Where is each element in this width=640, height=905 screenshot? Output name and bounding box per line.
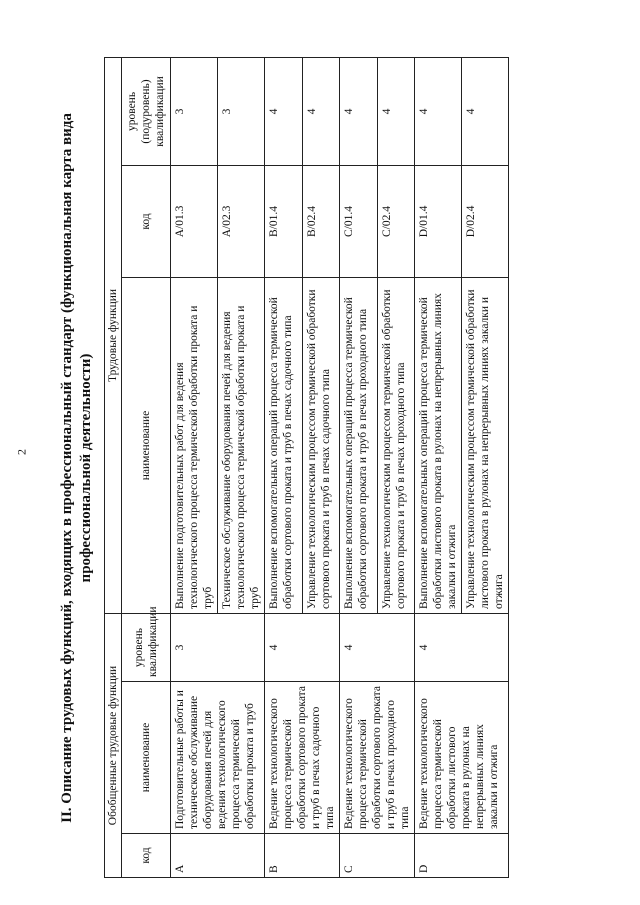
header-code: код (122, 834, 171, 878)
function-sublevel: 3 (171, 57, 218, 165)
function-code: C/02.4 (377, 165, 415, 277)
table-row (171, 57, 218, 877)
function-code: B/02.4 (302, 165, 340, 277)
header-generalized: Обобщенные трудовые функции (105, 613, 122, 877)
function-name: Управление технологическим процессом термической обработки листового проката в рулонах на непрерывных линиях закалки и отжига (462, 277, 509, 613)
table-row (340, 57, 378, 877)
function-code: D/01.4 (415, 165, 462, 277)
function-name: Техническое обслуживание оборудования печей для ведения технологического процесса термической обработки проката и труб (218, 277, 265, 613)
rotated-page-content (58, 58, 624, 878)
header-function-code: код (122, 165, 171, 277)
header-row-groups (105, 57, 122, 877)
group-name: Ведение технологического процесса термической обработки сортового проката и труб в печах проходного типа (340, 682, 415, 834)
group-code: D (415, 834, 509, 878)
group-level: 4 (265, 613, 340, 681)
function-sublevel: 4 (340, 57, 378, 165)
function-sublevel: 4 (302, 57, 340, 165)
group-code: C (340, 834, 415, 878)
header-functions: Трудовые функции (105, 57, 122, 613)
group-name: Ведение технологического процесса термической обработки сортового проката и труб в печах садочного типа (265, 682, 340, 834)
header-row-columns (122, 57, 171, 877)
group-name: Ведение технологического процесса термической обработки листового проката в рулонах на непрерывных линиях закалки и отжига (415, 682, 509, 834)
group-level: 4 (415, 613, 509, 681)
functional-map-table (104, 57, 509, 878)
function-name: Выполнение подготовительных работ для ведения технологического процесса термической обработки проката и труб (171, 277, 218, 613)
function-sublevel: 4 (462, 57, 509, 165)
function-name: Выполнение вспомогательных операций процесса термической обработки листового проката в рулонах на непрерывных линиях закалки и отжига (415, 277, 462, 613)
group-name: Подготовительные работы и техническое обслуживание оборудования печей для ведения технологического процесса термической обработки проката и труб (171, 682, 265, 834)
group-code: A (171, 834, 265, 878)
function-code: A/02.3 (218, 165, 265, 277)
header-sublevel: уровень (подуровень) квалификации (122, 57, 171, 165)
function-name: Выполнение вспомогательных операций процесса термической обработки сортового проката и труб в печах садочного типа (265, 277, 303, 613)
function-name: Управление технологическим процессом термической обработки сортового проката и труб в печах садочного типа (302, 277, 340, 613)
function-sublevel: 3 (218, 57, 265, 165)
function-code: C/01.4 (340, 165, 378, 277)
function-code: A/01.3 (171, 165, 218, 277)
function-name: Выполнение вспомогательных операций процесса термической обработки сортового проката и труб в печах проходного типа (340, 277, 378, 613)
group-level: 4 (340, 613, 415, 681)
table-row (265, 57, 303, 877)
function-sublevel: 4 (377, 57, 415, 165)
section-title: II. Описание трудовых функций, входящих в профессиональный стандарт (функциональная карта вида профессиональной деятельности) (59, 113, 94, 823)
header-function-name: наименование (122, 277, 171, 613)
table-row (415, 57, 462, 877)
header-level: уровень квалификации (122, 613, 171, 681)
group-code: B (265, 834, 340, 878)
header-name: наименование (122, 682, 171, 834)
group-level: 3 (171, 613, 265, 681)
function-name: Управление технологическим процессом термической обработки сортового проката и труб в печах проходного типа (377, 277, 415, 613)
function-sublevel: 4 (415, 57, 462, 165)
page-number: 2 (14, 449, 29, 455)
function-code: D/02.4 (462, 165, 509, 277)
function-sublevel: 4 (265, 57, 303, 165)
function-code: B/01.4 (265, 165, 303, 277)
